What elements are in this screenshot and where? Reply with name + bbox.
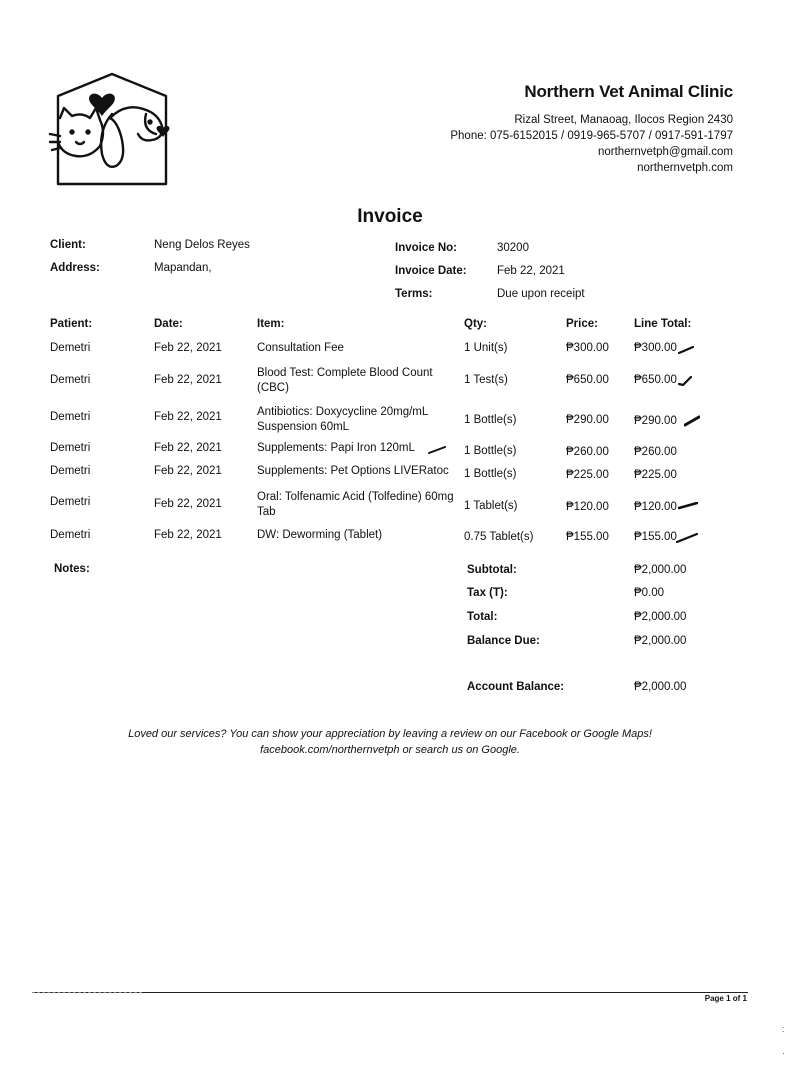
row-price: ₱290.00 <box>566 414 609 426</box>
row-total: ₱650.00 <box>634 374 677 386</box>
row-qty: 1 Tablet(s) <box>464 500 518 512</box>
row-item: Oral: Tolfenamic Acid (Tolfedine) 60mg Tab <box>257 491 454 518</box>
row-price: ₱260.00 <box>566 446 609 458</box>
clinic-email: northernvetph@gmail.com <box>597 146 733 158</box>
total-value: ₱2,000.00 <box>634 611 687 623</box>
address-label: Address: <box>50 262 100 274</box>
row-qty: 1 Unit(s) <box>464 342 508 354</box>
header-price: Price: <box>566 318 598 330</box>
row-item: Supplements: Papi Iron 120mL <box>257 442 415 454</box>
scan-edge-mark: · <box>782 1048 785 1058</box>
checkmark-icon <box>678 346 694 354</box>
account-balance-value: ₱2,000.00 <box>634 681 687 693</box>
row-qty: 1 Test(s) <box>464 374 508 386</box>
row-total: ₱155.00 <box>634 531 677 543</box>
balance-due-label: Balance Due: <box>467 635 540 647</box>
invoice-no-value: 30200 <box>497 242 529 254</box>
row-patient: Demetri <box>50 529 91 541</box>
header-item: Item: <box>257 318 285 330</box>
page-title: Invoice <box>357 206 423 227</box>
row-patient: Demetri <box>50 465 91 477</box>
row-patient: Demetri <box>50 442 91 454</box>
header-line-total: Line Total: <box>634 318 692 330</box>
row-price: ₱155.00 <box>566 531 609 543</box>
invoice-date-value: Feb 22, 2021 <box>497 265 565 277</box>
row-item: Blood Test: Complete Blood Count (CBC) <box>257 367 433 394</box>
row-date: Feb 22, 2021 <box>154 374 222 386</box>
invoice-date-label: Invoice Date: <box>395 265 467 277</box>
row-date: Feb 22, 2021 <box>154 342 222 354</box>
row-item: Consultation Fee <box>257 342 344 354</box>
row-date: Feb 22, 2021 <box>154 442 222 454</box>
row-qty: 1 Bottle(s) <box>464 414 517 426</box>
checkmark-icon <box>678 376 692 386</box>
header-patient: Patient: <box>50 318 93 330</box>
invoice-no-label: Invoice No: <box>395 242 457 254</box>
row-price: ₱225.00 <box>566 469 609 481</box>
clinic-address: Rizal Street, Manaoag, Ilocos Region 2430 <box>514 114 733 126</box>
header-date: Date: <box>154 318 183 330</box>
row-date: Feb 22, 2021 <box>154 498 222 510</box>
row-price: ₱650.00 <box>566 374 609 386</box>
row-qty: 1 Bottle(s) <box>464 445 517 457</box>
clinic-phone: Phone: 075-6152015 / 0919-965-5707 / 0917-591-1797 <box>450 130 733 142</box>
row-patient: Demetri <box>50 411 91 423</box>
footer-line-1: Loved our services? You can show your appreciation by leaving a review on our Facebook or Google Maps! <box>128 728 652 740</box>
footer-line-2: facebook.com/northernvetph or search us on Google. <box>260 744 520 756</box>
subtotal-value: ₱2,000.00 <box>634 564 687 576</box>
row-price: ₱300.00 <box>566 342 609 354</box>
checkmark-icon <box>676 533 698 543</box>
page-number: Page 1 of 1 <box>704 994 747 1003</box>
total-label: Total: <box>467 611 498 623</box>
client-value: Neng Delos Reyes <box>154 239 250 251</box>
row-date: Feb 22, 2021 <box>154 529 222 541</box>
notes-label: Notes: <box>54 563 90 575</box>
checkmark-icon <box>678 502 698 510</box>
terms-label: Terms: <box>395 288 433 300</box>
row-patient: Demetri <box>50 374 91 386</box>
tax-value: ₱0.00 <box>634 587 665 599</box>
checkmark-icon <box>684 415 700 427</box>
balance-due-value: ₱2,000.00 <box>634 635 687 647</box>
row-total: ₱260.00 <box>634 446 677 458</box>
row-patient: Demetri <box>50 342 91 354</box>
header-qty: Qty: <box>464 318 487 330</box>
clinic-info <box>450 82 733 176</box>
clinic-website: northernvetph.com <box>637 162 733 174</box>
row-patient: Demetri <box>50 496 91 508</box>
row-qty: 1 Bottle(s) <box>464 468 517 480</box>
row-total: ₱120.00 <box>634 501 677 513</box>
footer-message <box>0 726 780 758</box>
tax-label: Tax (T): <box>467 587 508 599</box>
subtotal-label: Subtotal: <box>467 564 517 576</box>
row-price: ₱120.00 <box>566 501 609 513</box>
clinic-name: Northern Vet Animal Clinic <box>524 82 733 101</box>
checkmark-icon <box>428 446 446 454</box>
row-item: DW: Deworming (Tablet) <box>257 529 383 541</box>
client-label: Client: <box>50 239 86 251</box>
row-total: ₱300.00 <box>634 342 677 354</box>
row-total: ₱290.00 <box>634 415 677 427</box>
page-divider-dashed <box>32 992 142 994</box>
scan-edge-mark: : <box>782 1024 785 1034</box>
account-balance-label: Account Balance: <box>467 681 565 693</box>
address-value: Mapandan, <box>154 262 212 274</box>
row-date: Feb 22, 2021 <box>154 411 222 423</box>
row-qty: 0.75 Tablet(s) <box>464 531 534 543</box>
row-item: Antibiotics: Doxycycline 20mg/mL Suspension 60mL <box>257 406 428 433</box>
row-date: Feb 22, 2021 <box>154 465 222 477</box>
terms-value: Due upon receipt <box>497 288 585 300</box>
row-item: Supplements: Pet Options LIVERatoc <box>257 465 449 477</box>
row-total: ₱225.00 <box>634 469 677 481</box>
clinic-logo-icon <box>46 70 176 188</box>
